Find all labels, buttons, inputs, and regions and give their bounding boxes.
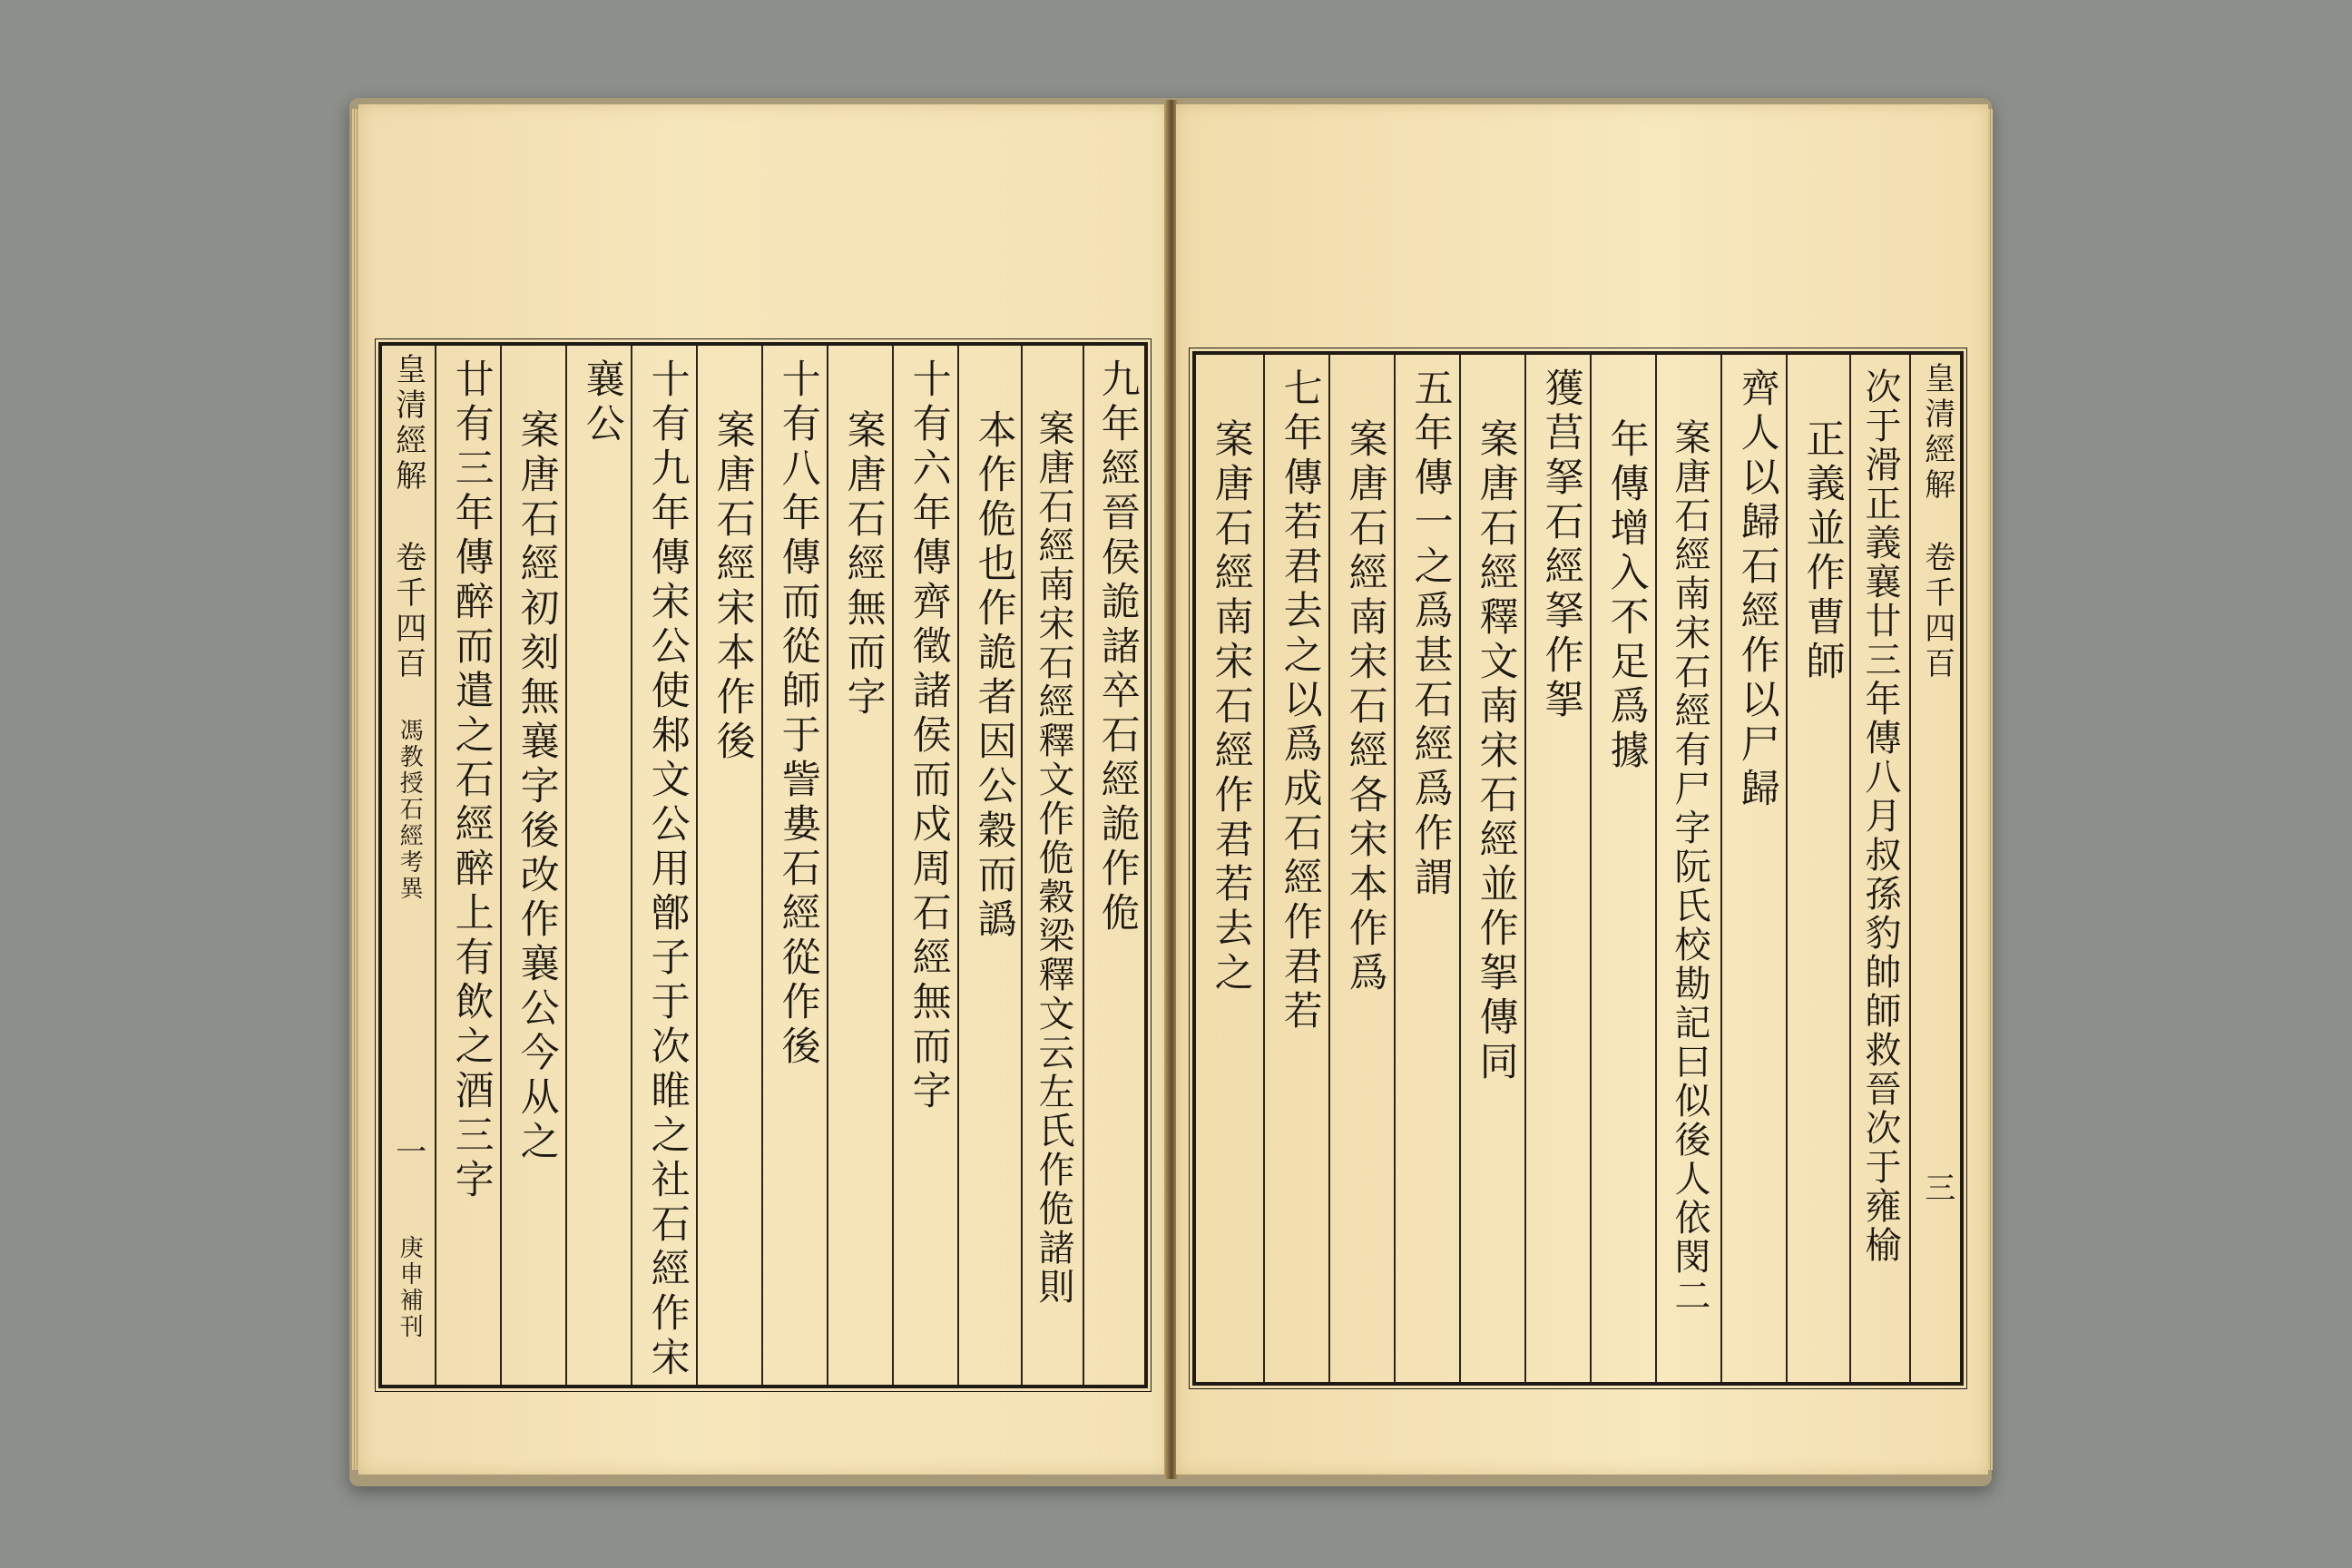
left-margin-column <box>382 346 435 1385</box>
column-text: 年傳增入不足爲據 <box>1603 418 1650 774</box>
column-1 <box>1083 346 1146 1385</box>
column-7 <box>1459 355 1526 1382</box>
column-9 <box>565 346 632 1385</box>
column-2 <box>1021 346 1084 1385</box>
column-text: 十有六年傳齊徵諸侯而戍周石經無而字 <box>906 358 952 1114</box>
column-6 <box>1524 355 1592 1382</box>
column-11 <box>435 346 502 1385</box>
column-2 <box>1786 355 1851 1382</box>
right-page <box>1176 104 1988 1475</box>
column-text: 五年傳一之爲甚石經爲作謂 <box>1407 368 1454 901</box>
column-7 <box>696 346 763 1385</box>
column-5 <box>827 346 894 1385</box>
column-text: 十有九年傳宋公使邾文公用鄫子于次睢之社石經作宋 <box>644 358 691 1381</box>
column-text: 本作佹也作詭者因公穀而譌 <box>971 409 1017 943</box>
column-text: 襄公 <box>579 358 625 447</box>
column-text: 廿有三年傳醉而遣之石經醉上有飲之酒三字 <box>448 358 495 1203</box>
column-text: 齊人以歸石經作以尸歸 <box>1734 368 1780 812</box>
right-margin-folio: 三 <box>1918 1171 1955 1207</box>
column-text: 次于滑正義襄廿三年傳八月叔孫豹帥師救晉次于雍榆 <box>1859 368 1901 1265</box>
left-text-block <box>378 342 1148 1388</box>
column-text: 九年經晉侯詭諸卒石經詭作佹 <box>1094 358 1141 936</box>
left-margin-volume: 卷千四百 <box>389 541 426 682</box>
column-5 <box>1590 355 1657 1382</box>
column-8 <box>1394 355 1461 1382</box>
column-text: 十有八年傳而從師于訾婁石經從作後 <box>775 358 821 1070</box>
column-text: 案唐石經南宋石經有尸字阮氏校勘記曰似後人依閔二 <box>1669 418 1710 1316</box>
column-11 <box>1196 355 1263 1382</box>
right-margin-title: 皇清經解 <box>1918 362 1955 504</box>
right-margin-volume: 卷千四百 <box>1918 541 1955 682</box>
left-margin-folio: 一 <box>389 1135 426 1171</box>
column-text: 案唐石經初刻無襄字後改作襄公今从之 <box>514 409 560 1165</box>
column-8 <box>631 346 698 1385</box>
column-text: 七年傳若君去之以爲成石經作君若 <box>1277 368 1323 1034</box>
right-margin-column <box>1909 355 1962 1382</box>
column-1 <box>1849 355 1911 1382</box>
column-text: 獲莒拏石經拏作挐 <box>1538 368 1584 723</box>
column-text: 案唐石經南宋石經各宋本作爲 <box>1342 418 1388 996</box>
column-4 <box>1655 355 1722 1382</box>
column-3 <box>957 346 1023 1385</box>
column-6 <box>761 346 828 1385</box>
column-10 <box>1263 355 1330 1382</box>
left-margin-source: 馮教授石經考異 <box>396 718 424 902</box>
column-10 <box>500 346 567 1385</box>
column-4 <box>892 346 959 1385</box>
left-margin-title: 皇清經解 <box>389 353 426 495</box>
column-text: 案唐石經釋文南宋石經並作挐傳同 <box>1473 418 1519 1085</box>
left-margin-print-note: 庚申補刊 <box>396 1235 424 1340</box>
column-text: 案唐石經宋本作後 <box>710 409 756 765</box>
right-text-block <box>1192 351 1964 1386</box>
column-text: 案唐石經南宋石經作君若去之 <box>1208 418 1254 996</box>
column-text: 案唐石經南宋石經釋文作佹穀梁釋文云左氏作佹諸則 <box>1033 409 1074 1307</box>
column-3 <box>1720 355 1788 1382</box>
column-text: 案唐石經無而字 <box>840 409 887 720</box>
column-9 <box>1328 355 1396 1382</box>
left-page <box>358 104 1168 1475</box>
column-text: 正義並作曹師 <box>1799 418 1846 685</box>
